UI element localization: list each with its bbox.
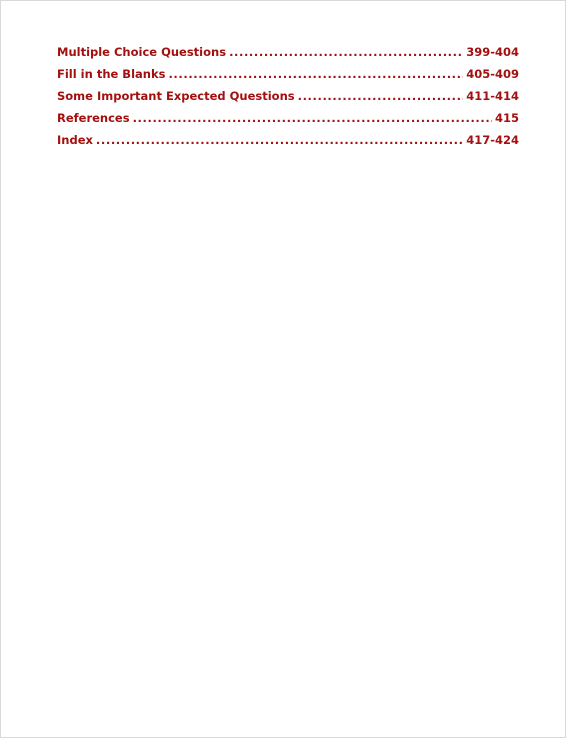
toc-entry-pages: 399-404 [466,45,519,59]
toc-dot-leader [229,41,463,63]
toc-entry-pages: 405-409 [466,67,519,81]
toc-dot-leader [298,85,464,107]
toc-entry-title: References [57,111,130,125]
toc-dot-leader [96,129,463,151]
toc-entry-fill-in-the-blanks[interactable] [57,63,519,85]
toc-entry-title: Multiple Choice Questions [57,45,227,59]
toc-entry-title: Index [57,133,93,147]
toc-entry-multiple-choice-questions[interactable] [57,41,519,63]
toc-entry-references[interactable] [57,107,519,129]
toc-entry-title: Some Important Expected Questions [57,89,295,103]
toc-entry-pages: 417-424 [466,133,519,147]
table-of-contents [57,41,519,151]
toc-entry-pages: 411-414 [466,89,519,103]
toc-dot-leader [168,63,463,85]
toc-entry-expected-questions[interactable] [57,85,519,107]
toc-dot-leader [133,107,492,129]
toc-entry-title: Fill in the Blanks [57,67,166,81]
toc-entry-pages: 415 [494,111,519,125]
toc-entry-index[interactable] [57,129,519,151]
